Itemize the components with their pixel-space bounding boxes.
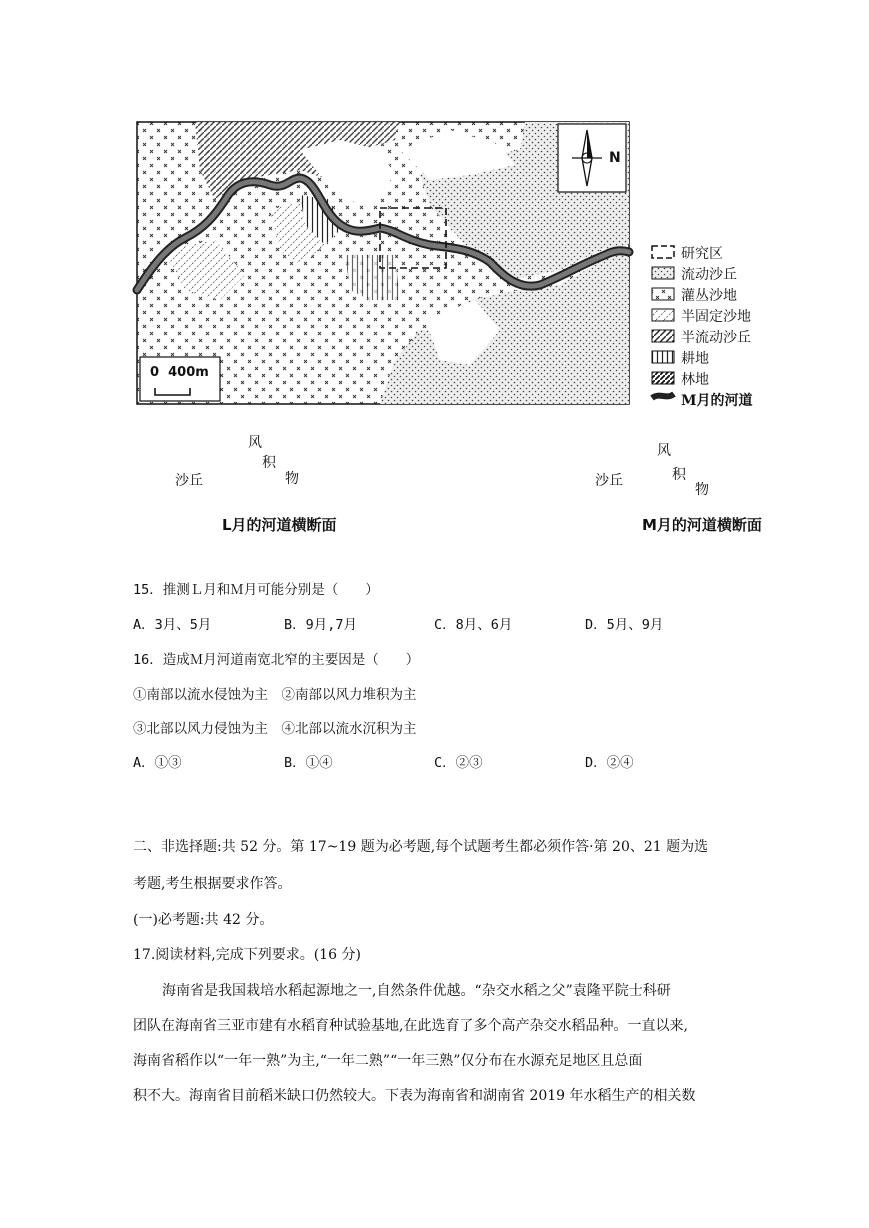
legend-swatch-river (652, 394, 674, 398)
q17-para-line-2: 团队在海南省三亚市建有水稻育种试验基地,在此选育了多个高产杂交水稻品种。一直以来, (133, 1018, 688, 1034)
left-wind-3: 物 (285, 471, 299, 487)
scale-label: 0 400m (150, 365, 209, 380)
right-dune-label: 沙丘 (595, 473, 623, 489)
legend-swatch-forest (652, 372, 674, 384)
q16-option-a: A．①③ (133, 755, 182, 771)
q17-para-line-3: 海南省稻作以“一年一熟”为主,“一年二熟”“一年三熟”仅分布在水源充足地区且总面 (133, 1053, 643, 1069)
q15-option-c: C．8月、6月 (434, 617, 513, 633)
right-wind-3: 物 (695, 482, 709, 498)
legend-label-shrub: 灌丛沙地 (681, 288, 737, 304)
q15-option-a: A．3月、5月 (133, 617, 212, 633)
q16-statement-1: ①南部以流水侵蚀为主 ②南部以风力堆积为主 (133, 687, 417, 703)
q16-statement-2: ③北部以风力侵蚀为主 ④北部以流水沉积为主 (133, 721, 417, 737)
left-section-caption: L月的河道横断面 (222, 516, 337, 534)
q15-option-d: D．5月、9月 (585, 617, 664, 633)
q15-option-b: B．9月,7月 (284, 617, 358, 633)
legend-swatch-mobile (652, 267, 674, 279)
legend-swatch-study (652, 246, 674, 258)
right-wind-1: 风 (657, 443, 671, 459)
part2-line-2: 考题,考生根据要求作答。 (133, 876, 292, 892)
q17-heading: 17.阅读材料,完成下列要求。(16 分) (133, 947, 361, 963)
q16-stem: 16．造成Ｍ月河道南宽北窄的主要因是（ ） (133, 652, 420, 668)
legend-label-farm: 耕地 (681, 351, 709, 367)
q17-para-line-4: 积不大。海南省目前稻米缺口仍然较大。下表为海南省和湖南省 2019 年水稻生产的相关数 (133, 1088, 696, 1104)
left-dune-label: 沙丘 (175, 473, 203, 489)
left-wind-2: 积 (262, 455, 276, 471)
legend-swatch-semimobile (652, 330, 674, 342)
legend-label-mobile: 流动沙丘 (681, 267, 737, 283)
q15-stem: 15．推测Ｌ月和Ｍ月可能分别是（ ） (133, 582, 379, 598)
right-wind-2: 积 (672, 467, 686, 483)
q16-option-d: D．②④ (585, 755, 634, 771)
compass-label: N (609, 150, 621, 166)
q16-option-b: B．①④ (284, 755, 333, 771)
q17-para-line-1: 海南省是我国栽培水稻起源地之一,自然条件优越。“杂交水稻之父”袁隆平院士科研 (162, 983, 671, 999)
legend-label-semimobile: 半流动沙丘 (681, 330, 751, 346)
legend-swatch-semifixed (652, 309, 674, 321)
legend-swatch-shrub (652, 288, 674, 300)
q16-option-c: C．②③ (434, 755, 483, 771)
legend-label-semifixed: 半固定沙地 (681, 309, 751, 325)
part2-required: (一)必考题:共 42 分。 (133, 912, 274, 928)
legend-label-forest: 林地 (681, 372, 709, 388)
legend-label-river: M月的河道 (681, 393, 753, 409)
legend-label-study: 研究区 (681, 246, 723, 262)
left-wind-1: 风 (248, 435, 262, 451)
right-section-caption: M月的河道横断面 (642, 516, 762, 534)
study-area-map (0, 0, 869, 420)
legend-swatch-farm (652, 351, 674, 363)
part2-line-1: 二、非选择题:共 52 分。第 17~19 题为必考题,每个试题考生都必须作答·第 20、21 题为选 (133, 839, 709, 855)
